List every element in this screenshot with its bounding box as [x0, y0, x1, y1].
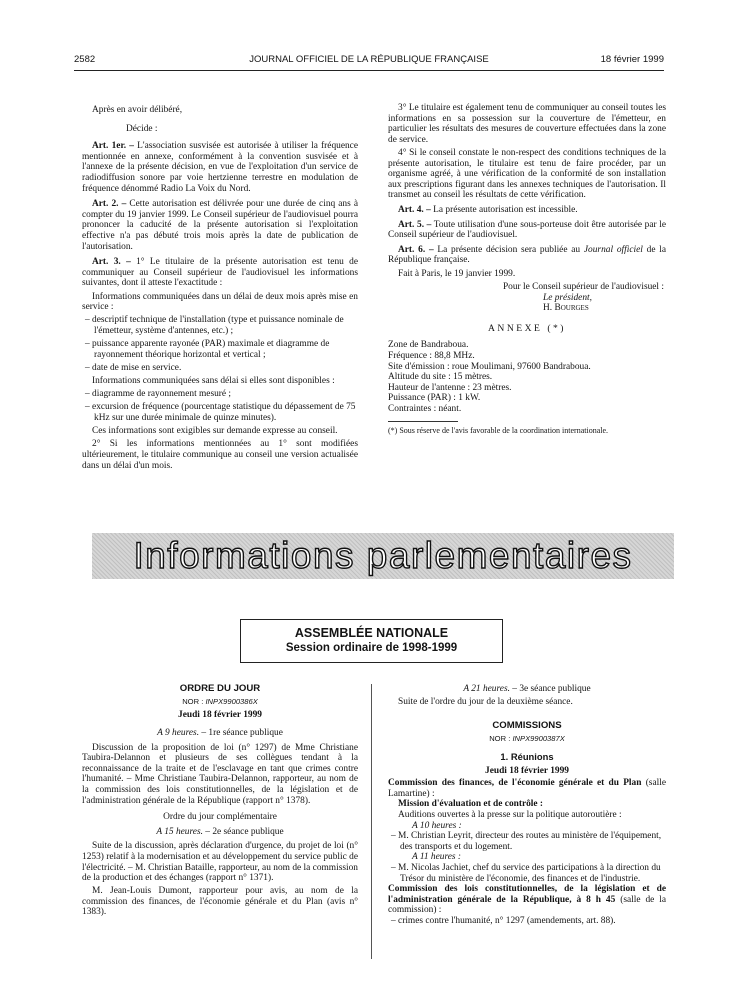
ordre-du-jour-column [82, 684, 358, 921]
commissions-column [388, 684, 666, 929]
article-6-text-b: de la République française. [388, 244, 667, 266]
commissions-title: COMMISSIONS [492, 720, 562, 732]
column-separator [371, 684, 372, 959]
article-6 [388, 245, 666, 266]
on-demand: Ces informations sont exigibles sur demande expresse au conseil. [92, 426, 338, 437]
session-1-label: – 1re séance publique [201, 727, 283, 738]
list-item: – diagramme de rayonnement mesuré ; [85, 389, 232, 400]
article-3-label: Art. 3. – [92, 257, 131, 268]
section-banner [92, 533, 674, 579]
annexe-line: Site d'émission : roue Moulimani, 97600 Bandraboua. [388, 361, 591, 372]
commission-lois-title: Commission des lois constitutionnelles, de la législation et de l'administration générale de la République, à 8 h 45 [388, 884, 666, 905]
annexe-line: Fréquence : 88,8 MHz. [388, 351, 475, 362]
banner-title: Informations parlementaires [133, 535, 633, 576]
article-5 [388, 220, 666, 241]
decision-column-right [388, 103, 666, 438]
session-3-text: Suite de l'ordre du jour de la deuxième séance. [398, 696, 573, 707]
commission-finances [388, 778, 666, 799]
info-two-months: Informations communiquées dans un délai de deux mois après mise en service : [82, 291, 358, 313]
ordre-date: Jeudi 18 février 1999 [178, 710, 262, 721]
list-item: – puissance apparente rayonée (PAR) maximale et diagramme de rayonnement théorique horizontal et vertical ; [85, 339, 330, 360]
annexe-footnote: (*) Sous réserve de l'avis favorable de la coordination internationale. [388, 425, 609, 435]
ordre-title: ORDRE DU JOUR [179, 683, 261, 694]
list-item: – crimes contre l'humanité, n° 1297 (amendements, art. 88). [391, 915, 616, 926]
signature-role: Le président, [543, 292, 592, 303]
commission-lois [388, 884, 666, 916]
list-item: – excursion de fréquence (pourcentage statistique du dépassement de 75 kHz sur une durée minimale de quinze minutes). [85, 402, 356, 423]
annexe-title: ANNEXE (*) [487, 322, 567, 334]
article-4 [388, 205, 666, 216]
ordre-nor [82, 697, 358, 708]
assembly-box [240, 619, 503, 663]
commissions-date: Jeudi 18 février 1999 [485, 765, 569, 776]
session-3-label: – 3e séance publique [512, 684, 591, 694]
article-1 [82, 141, 358, 194]
list-item: – M. Christian Leyrit, directeur des routes au ministère de l'équipement, des transports et du logement. [391, 831, 662, 852]
session-2-text-2: M. Jean-Louis Dumont, rapporteur pour avis, au nom de la commission des finances, de l'économie générale et du Plan (avis n° 1383). [82, 886, 358, 918]
article-2-text: Cette autorisation est délivrée pour une durée de cinq ans à compter du 19 janvier 1999. Le Conseil supérieur de l'audiovisuel pourra prononcer la caducité de la présente autorisation si l'exploitation effective n'a pas débuté trois mois après la date de publication de l'autorisation. [82, 199, 359, 252]
article-5-label: Art. 5. – [398, 219, 432, 230]
session-2-label: – 2e séance publique [205, 826, 284, 837]
article-4-label: Art. 4. – [398, 204, 431, 215]
commissions-nor [388, 734, 666, 745]
signature-for: Pour le Conseil supérieur de l'audiovisuel : [502, 282, 664, 293]
article-2 [82, 199, 358, 252]
page-number: 2582 [74, 54, 96, 65]
nor-code: INPX9900387X [512, 734, 565, 744]
paragraph-2: 2° Si les informations mentionnées au 1° sont modifiées ultérieurement, le titulaire communique au conseil une version actualisée dans un délai d'un mois. [82, 439, 358, 471]
fait-a-paris: Fait à Paris, le 19 janvier 1999. [398, 268, 516, 279]
session-3-heading [388, 684, 666, 695]
footnote-rule [388, 421, 458, 422]
nor-label: NOR : [489, 734, 511, 744]
article-6-text-a: La présente décision sera publiée au [437, 244, 581, 255]
header-rule [74, 70, 664, 71]
intro: Après en avoir délibéré, [92, 105, 183, 115]
session-1-heading [82, 728, 358, 739]
article-6-journal: Journal officiel [583, 244, 643, 255]
reunions-subtitle: 1. Réunions [500, 750, 554, 762]
article-4-text: La présente autorisation est incessible. [433, 204, 578, 215]
annexe-line: Altitude du site : 15 mètres. [388, 372, 493, 383]
journal-title: JOURNAL OFFICIEL DE LA RÉPUBLIQUE FRANÇAISE [249, 54, 489, 65]
article-5-text: Toute utilisation d'une sous-porteuse doit être autorisée par le Conseil supérieur de l'audiovisuel. [388, 219, 666, 241]
commission-lois-room: (salle de la commission) : [388, 894, 666, 916]
article-6-label: Art. 6. – [398, 244, 434, 255]
assembly-name: ASSEMBLÉE NATIONALE [294, 626, 449, 640]
commission-finances-title: Commission des finances, de l'économie générale et du Plan [388, 778, 642, 789]
commission-finances-room: (salle Lamartine) : [388, 778, 666, 799]
assembly-session: Session ordinaire de 1998-1999 [285, 642, 458, 654]
session-3-time: A 21 heures. [463, 684, 510, 694]
nor-code: INPX9900386X [205, 697, 258, 707]
page-header [74, 54, 664, 70]
nor-label: NOR : [182, 697, 204, 707]
decide: Décide : [126, 123, 158, 134]
session-2-time: A 15 heures. [156, 826, 203, 837]
session-1-time: A 9 heures. [157, 727, 200, 738]
time-10h: A 10 heures : [412, 820, 462, 831]
auditions: Auditions ouvertes à la presse sur la politique autoroutière : [398, 809, 622, 820]
annexe-line: Contraintes : néant. [388, 404, 462, 415]
ordre-complement: Ordre du jour complémentaire [163, 812, 277, 823]
annexe-line: Puissance (PAR) : 1 kW. [388, 393, 481, 404]
list-item: – M. Nicolas Jachiet, chef du service des participations à la direction du Trésor du ministère de l'économie, des finances et de l'industrie. [391, 862, 661, 884]
article-1-label: Art. 1er. – [92, 141, 134, 152]
paragraph-4: 4° Si le conseil constate le non-respect des conditions techniques de la présente autorisation, le titulaire est tenu de faire procéder, par un organisme agréé, à une vérification de la conformité de son installation aux prescriptions figurant dans les annexes techniques de l'autorisation. Il transmet au conseil les résultats de cette vérification. [388, 147, 666, 201]
article-3-text: 1° Le titulaire de la présente autorisation est tenu de communiquer au Conseil supérieur de l'audiovisuel les informations suivantes, dont il atteste l'exactitude : [82, 257, 358, 289]
article-2-label: Art. 2. – [92, 199, 127, 210]
list-item: – descriptif technique de l'installation (type et puissance nominale de l'émetteur, système d'antennes, etc.) ; [85, 315, 344, 336]
article-3 [82, 257, 358, 289]
info-no-delay: Informations communiquées sans délai si elles sont disponibles : [92, 376, 335, 387]
annexe-line: Hauteur de l'antenne : 23 mètres. [388, 382, 512, 393]
session-2-heading [82, 827, 358, 838]
signature-name: H. Bourges [543, 303, 589, 314]
issue-date: 18 février 1999 [600, 54, 664, 65]
mission-evaluation: Mission d'évaluation et de contrôle : [398, 799, 544, 810]
decision-column-left [82, 105, 358, 474]
article-1-text: L'association susvisée est autorisée à utiliser la fréquence mentionnée en annexe, conformément à la convention susvisée et à l'annexe de la présente décision, en vue de l'exploitation d'un service de radiodiffusion sonore par voie hertzienne terrestre en modulation de fréquence dénommé Radio La Voix du Nord. [82, 141, 359, 194]
paragraph-3: 3° Le titulaire est également tenu de communiquer au conseil toutes les informations en sa possession sur la couverture de l'émetteur, en particulier les résultats des mesures de couverture effectuées dans la zone de service. [388, 103, 666, 145]
time-11h: A 11 heures : [412, 852, 462, 863]
list-item: – date de mise en service. [85, 362, 182, 373]
annexe-line: Zone de Bandraboua. [388, 340, 469, 351]
session-1-text: Discussion de la proposition de loi (n° 1297) de Mme Christiane Taubira-Delannon et plusieurs de ses collègues tendant à la reconnaissance de la traite et de l'esclavage en tant que crimes contre l'humanité. – Mme Christiane Taubira-Delannon, rapporteur, au nom de la commission des lois constitutionnelles, de la législation et de l'administration générale de la République (rapport n° 1378). [82, 742, 358, 806]
session-2-text: Suite de la discussion, après déclaration d'urgence, du projet de loi (n° 1253) relatif à la modernisation et au développement du service public de l'électricité. – M. Christian Bataille, rapporteur, au nom de la commission de la production et des échanges (rapport n° 1371). [82, 841, 358, 884]
